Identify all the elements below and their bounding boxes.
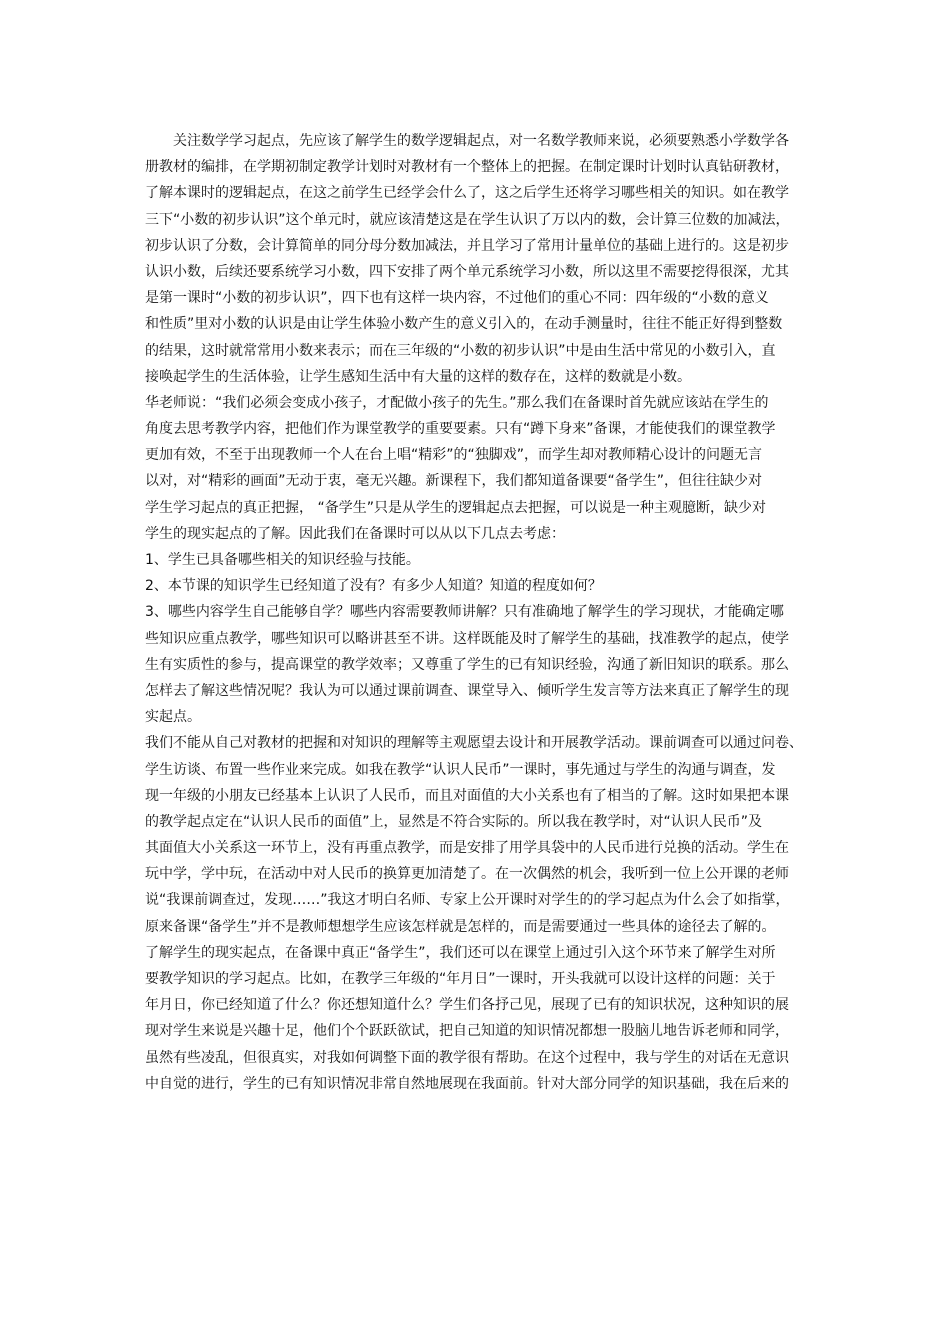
paragraph-line: 生有实质性的参与，提高课堂的教学效率；又尊重了学生的已有知识经验，沟通了新旧知识的联系。那么 xyxy=(145,656,789,673)
document-body xyxy=(145,128,825,1097)
paragraph-line: 以对，对“精彩的画面”无动于衷，毫无兴趣。新课程下，我们都知道备课要“备学生”，但往往缺少对 xyxy=(145,473,763,490)
paragraph-line: 原来备课“备学生”并不是教师想想学生应该怎样就是怎样的，而是需要通过一些具体的途径去了解的。 xyxy=(145,918,776,935)
paragraph-line: 了解学生的现实起点，在备课中真正“备学生”，我们还可以在课堂上通过引入这个环节来了解学生对所 xyxy=(145,944,776,961)
paragraph-line: 说“我课前调查过，发现……”我这才明白名师、专家上公开课时对学生的的学习起点为什么会了如指掌， xyxy=(145,892,790,909)
list-item: 2、本节课的知识学生已经知道了没有？有多少人知道？知道的程度如何？ xyxy=(145,578,602,595)
paragraph-line: 现对学生来说是兴趣十足，他们个个跃跃欲试，把自己知道的知识情况都想一股脑儿地告诉老师和同学， xyxy=(145,1023,789,1040)
paragraph-line: 接唤起学生的生活体验，让学生感知生活中有大量的这样的数存在，这样的数就是小数。 xyxy=(145,368,691,385)
paragraph-line: 是第一课时“小数的初步认识”，四下也有这样一块内容，不过他们的重心不同：四年级的“小数的意义 xyxy=(145,290,769,307)
paragraph-line: 中自觉的进行，学生的已有知识情况非常自然地展现在我面前。针对大部分同学的知识基础，我在后来的 xyxy=(145,1075,789,1092)
paragraph-line: 和性质”里对小数的认识是由让学生体验小数产生的意义引入的，在动手测量时，往往不能正好得到整数 xyxy=(145,316,783,333)
paragraph-line: 玩中学，学中玩，在活动中对人民币的换算更加清楚了。在一次偶然的机会，我听到一位上公开课的老师 xyxy=(145,866,789,883)
paragraph-line: 怎样去了解这些情况呢？我认为可以通过课前调查、课堂导入、倾听学生发言等方法来真正了解学生的现 xyxy=(145,682,789,699)
paragraph-line: 角度去思考教学内容，把他们作为课堂教学的重要要素。只有“蹲下身来”备课，才能使我们的课堂教学 xyxy=(145,421,776,438)
paragraph-line: 初步认识了分数，会计算简单的同分母分数加减法，并且学习了常用计量单位的基础上进行的。这是初步 xyxy=(145,237,789,254)
paragraph-line: 册教材的编排，在学期初制定教学计划时对教材有一个整体上的把握。在制定课时计划时认真钻研教材， xyxy=(145,159,789,176)
paragraph-line: 的教学起点定在“认识人民币的面值”上，显然是不符合实际的。所以我在教学时，对“认识人民币”及 xyxy=(145,813,763,830)
paragraph-line: 三下“小数的初步认识”这个单元时，就应该清楚这是在学生认识了万以内的数，会计算三位数的加减法， xyxy=(145,211,790,228)
paragraph-line: 其面值大小关系这一环节上，没有再重点教学，而是安排了用学具袋中的人民币进行兑换的活动。学生在 xyxy=(145,840,789,857)
paragraph-line: 现一年级的小朋友已经基本上认识了人民币，而且对面值的大小关系也有了相当的了解。这时如果把本课 xyxy=(145,787,789,804)
paragraph-line: 关注数学学习起点，先应该了解学生的数学逻辑起点，对一名数学教师来说，必须要熟悉小学数学各 xyxy=(173,133,789,149)
paragraph-line: 实起点。 xyxy=(145,709,201,726)
paragraph-line: 认识小数，后续还要系统学习小数，四下安排了两个单元系统学习小数，所以这里不需要挖得很深，尤其 xyxy=(145,263,789,280)
list-item: 1、学生已具备哪些相关的知识经验与技能。 xyxy=(145,552,420,568)
paragraph-line: 更加有效，不至于出现教师一个人在台上唱“精彩”的“独脚戏”，而学生却对教师精心设计的问题无言 xyxy=(145,447,763,464)
paragraph-line: 年月日，你已经知道了什么？你还想知道什么？学生们各抒己见，展现了已有的知识状况，这种知识的展 xyxy=(145,997,789,1014)
paragraph-line: 要教学知识的学习起点。比如，在教学三年级的“年月日”一课时，开头我就可以设计这样的问题：关于 xyxy=(145,971,776,987)
list-item: 3、哪些内容学生自己能够自学？哪些内容需要教师讲解？只有准确地了解学生的学习现状，才能确定哪 xyxy=(145,604,784,621)
paragraph-line: 学生学习起点的真正把握， “备学生”只是从学生的逻辑起点去把握，可以说是一种主观臆断，缺少对 xyxy=(145,499,766,516)
paragraph-line: 学生访谈、布置一些作业来完成。如我在教学“认识人民币”一课时，事先通过与学生的沟通与调查，发 xyxy=(145,761,776,778)
paragraph-line: 些知识应重点教学，哪些知识可以略讲甚至不讲。这样既能及时了解学生的基础，找准教学的起点，使学 xyxy=(145,630,789,647)
paragraph-line: 我们不能从自己对教材的把握和对知识的理解等主观愿望去设计和开展教学活动。课前调查可以通过问卷、 xyxy=(145,735,803,752)
paragraph-line: 的结果，这时就常常用小数来表示；而在三年级的“小数的初步认识”中是由生活中常见的小数引入，直 xyxy=(145,342,776,359)
paragraph-line: 学生的现实起点的了解。因此我们在备课时可以从以下几点去考虑： xyxy=(145,525,565,542)
paragraph-line: 了解本课时的逻辑起点，在这之前学生已经学会什么了，这之后学生还将学习哪些相关的知识。如在教学 xyxy=(145,185,789,202)
paragraph-line: 华老师说：“我们必须会变成小孩子，才配做小孩子的先生。”那么我们在备课时首先就应该站在学生的 xyxy=(145,394,769,411)
paragraph-line: 虽然有些凌乱，但很真实，对我如何调整下面的教学很有帮助。在这个过程中，我与学生的对话在无意识 xyxy=(145,1049,789,1066)
